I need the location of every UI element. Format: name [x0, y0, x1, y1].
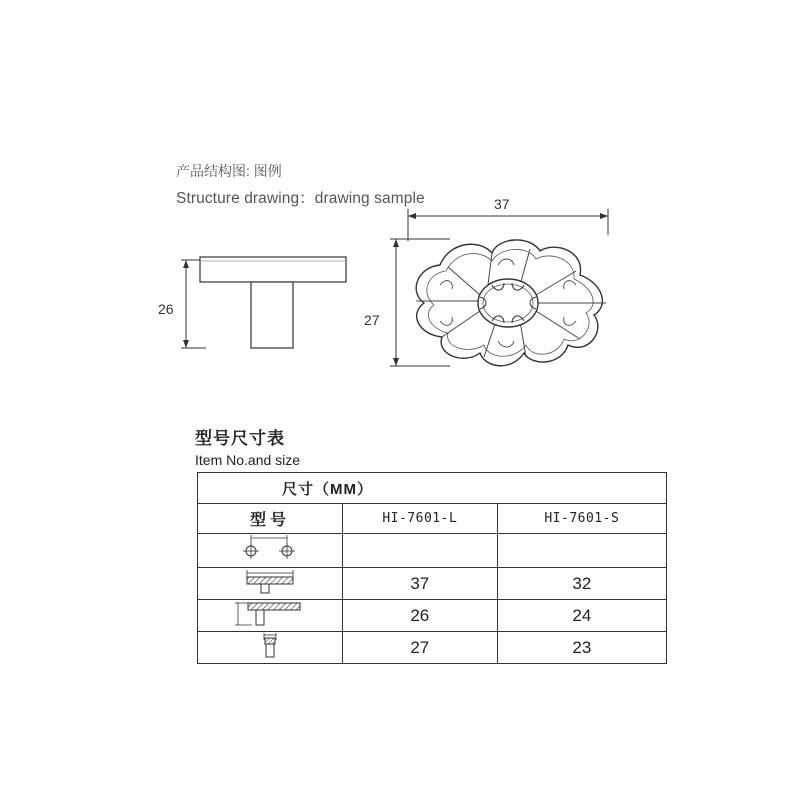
length-icon-cell	[198, 568, 343, 600]
side-height-label: 26	[158, 301, 174, 317]
hole-spacing-icon	[235, 534, 305, 562]
model-header-row	[198, 504, 667, 534]
size-table	[197, 472, 667, 664]
table-row	[198, 534, 667, 568]
row1-s-value	[497, 534, 666, 568]
top-view-drawing	[380, 205, 620, 375]
width-icon-cell	[198, 632, 343, 664]
table-row	[198, 600, 667, 632]
model-column-label: 型号	[198, 504, 343, 534]
row2-l-value: 37	[342, 568, 497, 600]
length-icon	[235, 568, 305, 594]
row2-s-value: 32	[497, 568, 666, 600]
drawing-title-cn: 产品结构图: 图例	[176, 163, 282, 179]
table-row	[198, 632, 667, 664]
model-l-header: HI-7601-L	[342, 504, 497, 534]
row1-l-value	[342, 534, 497, 568]
hole-spacing-icon-cell	[198, 534, 343, 568]
table-row	[198, 568, 667, 600]
drawing-title-en: Structure drawing：drawing sample	[176, 190, 425, 207]
height-icon	[232, 600, 308, 626]
units-header	[198, 473, 667, 504]
units-header-label: 尺寸（MM）	[282, 480, 373, 498]
row3-l-value: 26	[342, 600, 497, 632]
top-height-label: 27	[364, 312, 380, 328]
row4-s-value: 23	[497, 632, 666, 664]
side-view-drawing	[150, 245, 365, 360]
model-s-header: HI-7601-S	[497, 504, 666, 534]
width-icon	[250, 632, 290, 658]
row4-l-value: 27	[342, 632, 497, 664]
table-title-cn: 型号尺寸表	[195, 429, 285, 448]
top-width-label: 37	[494, 196, 510, 212]
row3-s-value: 24	[497, 600, 666, 632]
table-title-en: Item No.and size	[195, 452, 301, 468]
table-header-row	[198, 473, 667, 504]
height-icon-cell	[198, 600, 343, 632]
